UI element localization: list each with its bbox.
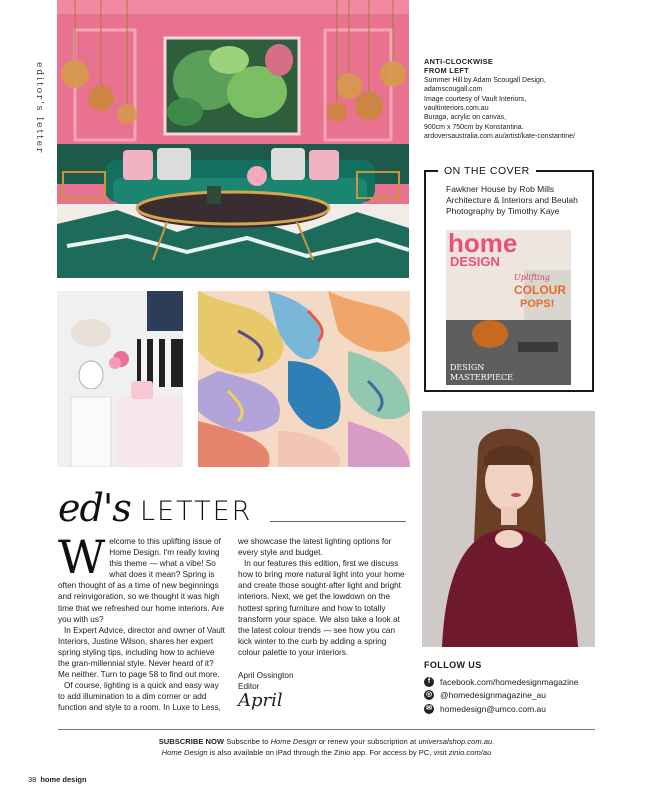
subscribe-link[interactable]: universalshop.com.au. [418, 737, 495, 746]
cover-description: Fawkner House by Rob Mills Architecture & Interiors and Beulah Photography by Timothy Kaye [446, 184, 578, 216]
follow-us [424, 660, 609, 716]
caption-line: Buraga, acrylic on canvas, [424, 114, 507, 122]
subscribe-text: is also available on iPad through the Zinio app. For access by PC, visit [209, 748, 447, 757]
body-paragraph: In our features this edition, first we discuss how to bring more natural light into your home and create those sought-after light and bright interiors. Next, we get the lowdown on the hottest spring furniture and how to totally transform your space. We also take a look at the latest colour trends — see how you can kick winter to the curb by adding a spring colour palette to your interiors. [238, 559, 405, 657]
caption-line: vaultinteriors.com.au [424, 105, 489, 113]
caption-line: 900cm x 750cm by Konstantina. [424, 123, 524, 131]
caption-heading-2: FROM LEFT [424, 66, 469, 76]
body-paragraph: In Expert Advice, director and owner of Vault Interiors, Justine Wilson, shares her expert spring styling tips, including how to achieve the gran-millennial style. Never heard of it? Me neither. Turn to page 58 to find out more. [58, 625, 225, 680]
body-column-right [238, 536, 408, 658]
heading-letter: LETTER [140, 496, 253, 527]
caption-line: Summer Hill by Adam Scougall Design, [424, 76, 546, 84]
follow-link-text[interactable]: homedesign@umco.com.au [440, 703, 546, 714]
photo-pink-lounge [57, 0, 409, 278]
photo-artwork-buraga [198, 291, 410, 467]
mag-headline-3: POPS! [520, 298, 555, 310]
follow-heading: FOLLOW US [424, 660, 482, 670]
editor-name: April Ossington [238, 671, 294, 680]
footer-rule [58, 729, 595, 730]
signature-block [238, 670, 294, 692]
heading-rule [270, 521, 406, 522]
body-paragraph: we showcase the latest lighting options for every style and budget. [238, 537, 392, 558]
magazine-cover-image [446, 230, 571, 385]
mag-headline-2: COLOUR [514, 283, 566, 297]
page-number: 38 [28, 775, 37, 784]
photo-caption [424, 57, 624, 142]
caption-heading: ANTI-CLOCKWISE [424, 57, 494, 66]
photo-editor-portrait [422, 411, 595, 647]
follow-item-facebook[interactable] [424, 675, 609, 689]
caption-line: adamscougall.com [424, 86, 483, 94]
cover-title: ON THE COVER [438, 165, 536, 177]
zinio-link[interactable]: zinio.com/au [448, 748, 492, 757]
mag-headline-1: Uplifting [514, 273, 550, 282]
subscribe-text: Subscribe to [226, 737, 269, 746]
section-side-label: editor's letter [34, 62, 44, 155]
caption-line: Image courtesy of Vault Interiors, [424, 95, 527, 103]
body-column-left [58, 530, 226, 714]
mag-footer-2: MASTERPIECE [450, 373, 513, 382]
subscribe-strip [58, 736, 595, 758]
caption-line: ardoversaustralia.com.au/artist/kate-constantine/ [424, 133, 575, 141]
folio-brand: home design [40, 775, 87, 784]
mag-footer-1: DESIGN [450, 363, 485, 372]
follow-link-text[interactable]: facebook.com/homedesignmagazine [440, 676, 579, 687]
body-paragraph: Of course, lighting is a quick and easy way to add illumination to a dim corner or add function and style to a room. In Luxe to Less, [58, 681, 221, 713]
subscribe-line-1 [58, 736, 595, 747]
mag-brand-bottom: DESIGN [450, 254, 500, 269]
follow-link-text[interactable]: @homedesignmagazine_au [440, 690, 546, 701]
magazine-name: Home Design [161, 748, 208, 757]
on-the-cover-box [424, 165, 594, 392]
subscribe-label: SUBSCRIBE NOW [158, 737, 225, 746]
editor-role: Editor [238, 682, 260, 691]
subscribe-line-2 [58, 747, 595, 758]
magazine-name: Home Design [270, 737, 317, 746]
heading-script: ed's [58, 486, 131, 530]
facebook-icon: f [424, 677, 434, 687]
mag-brand-top: home [448, 230, 518, 258]
photo-bedroom [57, 291, 183, 467]
follow-item-instagram[interactable] [424, 689, 609, 703]
subscribe-text: or renew your subscription at [318, 737, 417, 746]
body-paragraph: elcome to this uplifting issue of Home Design. I'm really loving this theme — what a vibe! So what does it mean? Spring is often thought of as a time of new beginnings and reinvigoration, so we thought it was high time that we refreshed our home interiors. Are you with us? [58, 537, 225, 624]
drop-cap: W [58, 530, 106, 584]
follow-item-email[interactable] [424, 702, 609, 716]
instagram-icon: ◎ [425, 691, 433, 699]
email-icon: ✉ [424, 704, 434, 714]
signature-script: April [238, 690, 283, 711]
page-folio [28, 775, 87, 784]
